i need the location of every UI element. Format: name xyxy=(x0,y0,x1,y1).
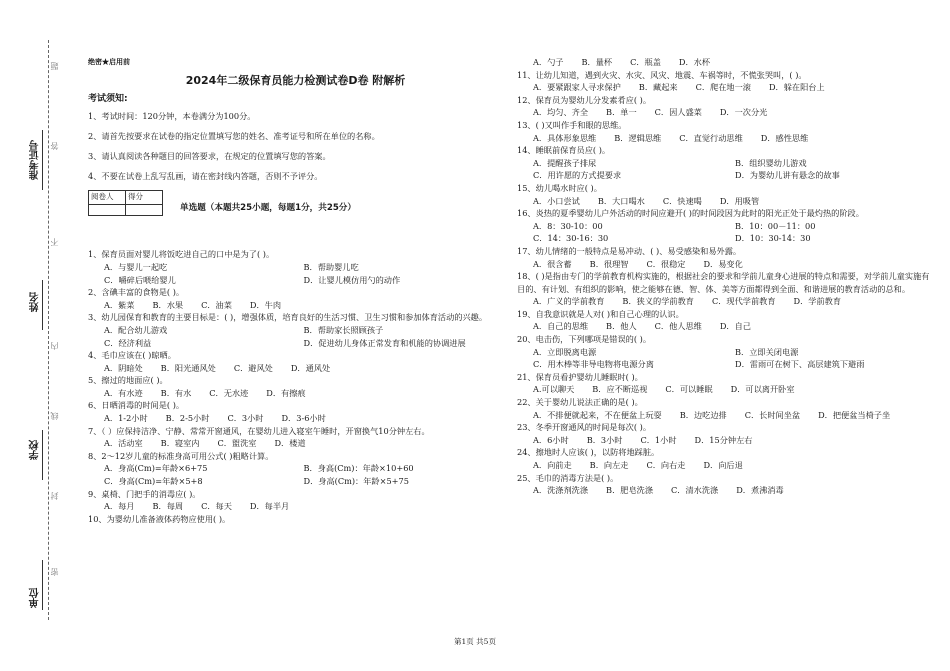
answer-option[interactable]: B．10：00－11：00 xyxy=(735,220,816,231)
answer-option[interactable]: A．紫菜 xyxy=(104,299,135,310)
notice-item: 3、请认真阅读各种题目的回答要求，在规定的位置填写您的答案。 xyxy=(88,150,331,161)
answer-option[interactable]: C．1小时 xyxy=(640,434,677,445)
question-item xyxy=(517,119,937,144)
answer-option[interactable]: B．藏起来 xyxy=(638,82,678,93)
answer-option[interactable]: C．14：30-16：30 xyxy=(533,233,609,244)
answer-option[interactable]: D．可以离开卧室 xyxy=(730,384,795,395)
answer-option[interactable]: A．具体形象思维 xyxy=(533,132,597,143)
question-list xyxy=(517,56,937,497)
answer-option[interactable]: D．易变化 xyxy=(703,258,743,269)
exam-id-field[interactable] xyxy=(42,130,43,190)
answer-option[interactable]: A．自己的思维 xyxy=(533,321,589,332)
binding-margin xyxy=(0,0,62,671)
right-column xyxy=(517,56,937,497)
answer-option[interactable]: A．小口尝试 xyxy=(533,195,580,206)
answer-option[interactable]: B．很理智 xyxy=(589,258,629,269)
seal-text: 答 xyxy=(50,140,59,150)
answer-option[interactable]: A．提醒孩子排尿 xyxy=(533,157,597,168)
exam-id-label: 准考证号 xyxy=(30,140,41,180)
answer-option[interactable]: C．长时间坐盆 xyxy=(744,409,801,420)
school-label: 学校 xyxy=(30,440,41,460)
answer-option[interactable]: B．阳光通风处 xyxy=(160,362,216,373)
question-item xyxy=(88,450,503,488)
answer-option[interactable]: B．2-5小时 xyxy=(165,413,210,424)
question-text: 4、毛巾应该在( )晾晒。 xyxy=(88,350,176,361)
answer-option[interactable]: D．自己 xyxy=(719,321,751,332)
answer-option[interactable]: B．量杯 xyxy=(581,57,613,67)
question-text: 22、关于婴幼儿说法正确的是( )。 xyxy=(517,397,643,408)
answer-option[interactable]: D．煮沸消毒 xyxy=(736,485,784,496)
answer-option[interactable]: D．把便盆当椅子坐 xyxy=(818,409,891,420)
answer-option[interactable]: D．15分钟左右 xyxy=(694,434,753,445)
name-label: 姓名 xyxy=(30,292,41,312)
answer-option[interactable]: D．为婴幼儿讲有悬念的故事 xyxy=(735,170,840,181)
answer-option[interactable]: D．学前教育 xyxy=(793,296,842,307)
answer-option[interactable]: B．水果 xyxy=(152,299,184,310)
answer-option[interactable]: C．嚼碎后喂给婴儿 xyxy=(104,274,176,285)
reviewer-header: 阅卷人 xyxy=(89,191,126,205)
answer-option[interactable]: A．活动室 xyxy=(104,438,143,449)
question-item xyxy=(88,399,503,424)
question-item xyxy=(88,513,503,526)
question-item xyxy=(517,245,937,270)
answer-option[interactable]: C．爬在地一滚 xyxy=(695,82,751,93)
question-item xyxy=(517,207,937,245)
answer-option[interactable]: D．楼道 xyxy=(274,438,306,449)
seal-text: 不 xyxy=(50,236,59,246)
answer-option[interactable]: B．大口喝水 xyxy=(597,195,645,206)
question-item xyxy=(88,349,503,374)
question-text: 15、幼儿喝水时应( )。 xyxy=(517,182,602,193)
answer-option[interactable]: A．很含蓄 xyxy=(533,258,572,269)
answer-option[interactable]: A．均匀、齐全 xyxy=(533,107,589,118)
page-footer: 第1页 共5页 xyxy=(454,637,496,646)
question-text: 8、2～12岁儿童的标准身高可用公式( )粗略计算。 xyxy=(88,450,274,461)
answer-option[interactable]: B．帮助家长照顾孩子 xyxy=(303,324,384,335)
question-text: 3、幼儿园保育和教育的主要目标是：( )，增强体质，培育良好的生活习惯、卫生习惯和参加体育活动的兴趣。 xyxy=(88,312,488,323)
question-item xyxy=(517,371,937,396)
question-text: 25、毛巾的消毒方法是( )。 xyxy=(517,472,619,483)
answer-option[interactable]: A．配合幼儿游戏 xyxy=(104,324,168,335)
answer-option[interactable]: B．边吃边排 xyxy=(679,409,727,420)
section-title: 单选题（本题共25小题，每题1分，共25分） xyxy=(180,202,356,213)
answer-option[interactable]: C．避风处 xyxy=(233,362,273,373)
answer-option[interactable]: D．雷雨可在树下、高层建筑下避雨 xyxy=(735,359,865,370)
question-item xyxy=(517,472,937,497)
seal-text: 线 xyxy=(50,410,59,420)
answer-option[interactable]: C．向右走 xyxy=(646,460,686,470)
answer-option[interactable]: D．让婴儿模仿用勺的动作 xyxy=(303,274,401,285)
answer-option[interactable]: A．8：30-10：00 xyxy=(533,220,603,231)
answer-option[interactable]: C．可以睡眠 xyxy=(665,384,713,395)
question-text: 14、睡眠前保育员应( )。 xyxy=(517,145,611,156)
answer-option[interactable]: C．经济利益 xyxy=(104,337,152,348)
question-item xyxy=(517,446,937,471)
answer-option[interactable]: D．牛肉 xyxy=(249,299,282,310)
answer-option[interactable]: A．广义的学前教育 xyxy=(533,296,605,307)
answer-option[interactable]: C．直觉行动思维 xyxy=(679,132,743,143)
answer-option[interactable]: D．每半月 xyxy=(249,501,290,512)
question-item xyxy=(517,333,937,371)
answer-option[interactable]: B．3小时 xyxy=(586,434,623,445)
answer-option[interactable]: C．快速喝 xyxy=(662,195,702,206)
answer-option[interactable]: A．6小时 xyxy=(533,434,569,445)
secret-mark: 绝密★启用前 xyxy=(88,57,130,66)
answer-option[interactable]: C．盥洗室 xyxy=(217,438,257,449)
question-text: 13、( )又叫作手和眼的思维。 xyxy=(517,119,627,130)
answer-option[interactable]: D．通风处 xyxy=(290,362,331,373)
notice-heading: 考试须知: xyxy=(88,94,128,105)
answer-option[interactable]: D．身高(Cm)：年龄×5+75 xyxy=(303,476,409,487)
answer-option[interactable]: C．瓶盖 xyxy=(630,57,661,67)
question-text: 11、让幼儿知道，遇到火灾、水灾、风灾、地震、车祸等时，不慌张哭叫，( )。 xyxy=(517,69,807,80)
answer-option[interactable]: B．向左走 xyxy=(589,460,629,470)
answer-option[interactable]: C．无水迹 xyxy=(209,387,249,398)
question-text: 21、保育员看护婴幼儿睡眠时( )。 xyxy=(517,371,643,382)
page-title: 2024年二级保育员能力检测试卷D卷 附解析 xyxy=(185,73,406,87)
seal-text: 题 xyxy=(50,60,59,70)
answer-option[interactable]: B．立即关闭电源 xyxy=(735,346,799,357)
answer-option[interactable]: D．水杯 xyxy=(678,57,711,67)
answer-option[interactable]: B．狭义的学前教育 xyxy=(622,296,694,307)
question-text: 23、冬季开窗通风的时间是每次( )。 xyxy=(517,422,652,433)
answer-option[interactable]: D．有擦痕 xyxy=(266,387,306,398)
answer-option[interactable]: B．寝室内 xyxy=(160,438,200,449)
question-text: 20、电击伤，下列哪项是错误的( )。 xyxy=(517,334,652,345)
answer-option[interactable]: C．现代学前教育 xyxy=(711,296,776,307)
question-item xyxy=(88,248,503,286)
question-text: 9、桌椅、门把手的消毒应( )。 xyxy=(88,488,201,499)
question-text: 6、日晒消毒的时间是( )。 xyxy=(88,400,185,411)
answer-option[interactable]: C．油菜 xyxy=(201,299,232,310)
answer-option[interactable]: D．促进幼儿身体正常发育和机能的协调进展 xyxy=(303,337,466,348)
answer-option[interactable]: C．身高(Cm)=年龄×5+8 xyxy=(104,476,203,487)
question-text: 1、保育员面对婴儿将饭吃进自己的口中是为了( )。 xyxy=(88,249,275,260)
answer-option[interactable]: B．有水 xyxy=(160,387,192,398)
question-item xyxy=(88,286,503,311)
school-field[interactable] xyxy=(42,430,43,480)
question-item xyxy=(517,94,937,119)
answer-option[interactable]: D．10：30-14：30 xyxy=(735,233,811,244)
answer-option[interactable]: A.可以聊天 xyxy=(533,384,575,395)
question-item xyxy=(517,308,937,333)
answer-option[interactable]: B．肥皂洗涤 xyxy=(606,485,654,496)
seal-text: 封 xyxy=(50,490,59,500)
answer-option[interactable]: C．3小时 xyxy=(227,413,264,424)
unit-label: 单位 xyxy=(30,588,41,608)
question-text: 2、含碘丰富的食物是( )。 xyxy=(88,287,185,298)
answer-option[interactable]: C．很稳定 xyxy=(646,258,686,269)
question-item xyxy=(517,56,937,69)
question-item xyxy=(88,311,503,349)
score-table xyxy=(88,190,163,216)
answer-option[interactable]: B．逻辑思维 xyxy=(614,132,662,143)
notice-item: 2、请首先按要求在试卷的指定位置填写您的姓名、准考证号和所在单位的名称。 xyxy=(88,130,380,141)
exam-page xyxy=(80,0,940,671)
answer-option[interactable]: D．一次分光 xyxy=(719,107,768,118)
answer-option[interactable]: A．向前走 xyxy=(533,460,572,470)
answer-option[interactable]: A．不排便就起来，不在便盆上玩耍 xyxy=(533,409,662,420)
question-item xyxy=(517,69,937,94)
answer-option[interactable]: B．单一 xyxy=(606,107,637,118)
question-list xyxy=(88,248,503,525)
question-text: 17、幼儿情绪的一般特点是易冲动、( )、易受感染和易外露。 xyxy=(517,245,742,256)
question-item xyxy=(88,488,503,513)
answer-option[interactable]: A．身高(Cm)=年龄×6+75 xyxy=(104,463,208,474)
answer-option[interactable]: C．清水洗涤 xyxy=(671,485,719,496)
question-text: 19、自我意识就是人对( )和自己心理的认识。 xyxy=(517,308,684,319)
answer-option[interactable]: C．因人盛菜 xyxy=(654,107,702,118)
question-text: 5、擦过的地面应( )。 xyxy=(88,375,168,386)
question-text: 12、保育员为婴幼儿分发素肴应( )。 xyxy=(517,94,652,105)
answer-option[interactable]: B．身高(Cm)：年龄×10+60 xyxy=(303,463,414,474)
answer-option[interactable]: A．每月 xyxy=(104,501,135,512)
question-item xyxy=(517,421,937,446)
question-item xyxy=(517,270,937,308)
answer-option[interactable]: D．用吸管 xyxy=(719,195,760,206)
score-header: 得分 xyxy=(126,191,163,205)
question-item xyxy=(88,425,503,450)
answer-option[interactable]: A．洗涤剂洗涤 xyxy=(533,485,589,496)
answer-option[interactable]: B．应不断巡视 xyxy=(592,384,648,395)
answer-option[interactable]: C．用许愿的方式提要求 xyxy=(533,170,622,181)
answer-option[interactable]: D．3-6小时 xyxy=(281,413,326,424)
question-text: 10、为婴幼儿准备液体药物应使用( )。 xyxy=(88,513,231,524)
answer-option[interactable]: B．他人 xyxy=(606,321,637,332)
notice-item: 4、不要在试卷上乱写乱画，请在密封线内答题，否则不予评分。 xyxy=(88,171,323,182)
answer-option[interactable]: B．帮助婴儿吃 xyxy=(303,261,359,272)
question-text: 16、炎热的夏季婴幼儿户外活动的时间应避开( )的时间段因为此时的阳光正处于最灼热的阶段。 xyxy=(517,208,864,219)
question-item xyxy=(517,396,937,421)
seal-text: 内 xyxy=(50,340,59,350)
answer-option[interactable]: A．勺子 xyxy=(533,57,564,67)
answer-option[interactable]: A．与婴儿一起吃 xyxy=(104,261,168,272)
answer-option[interactable]: A．1-2小时 xyxy=(104,413,148,424)
answer-option[interactable]: D．感性思维 xyxy=(760,132,809,143)
question-text: 18、( )是指由专门的学前教育机构实施的，根据社会的要求和学前儿童身心进展的特点和需要，对学前儿童实施有目的、有计划、有组织的影响，使之能够在德、智、体、美等方面都得到全面、和谐进展的教育活动的总和。 xyxy=(517,271,930,294)
answer-option[interactable]: B．组织婴幼儿游戏 xyxy=(735,157,807,168)
answer-option[interactable]: D．躲在阳台上 xyxy=(768,82,825,93)
question-text: 7、（ ）应保持洁净、宁静、常常开窗通风，在婴幼儿进入寝室午睡时，开窗换气10分钟左右。 xyxy=(88,425,430,436)
answer-option[interactable]: B．每周 xyxy=(152,501,184,512)
answer-option[interactable]: C．用木棒等非导电物将电源分离 xyxy=(533,359,654,370)
question-item xyxy=(517,182,937,207)
unit-field[interactable] xyxy=(42,560,43,610)
answer-option[interactable]: A．阴暗处 xyxy=(104,362,143,373)
question-item xyxy=(88,374,503,399)
question-item xyxy=(517,144,937,182)
seal-line xyxy=(48,40,49,620)
answer-option[interactable]: A．有水迹 xyxy=(104,387,143,398)
answer-option[interactable]: A．要紧跟家人寻求保护 xyxy=(533,82,621,93)
seal-text: 密 xyxy=(50,566,59,576)
name-field[interactable] xyxy=(42,280,43,330)
answer-option[interactable]: D．向后退 xyxy=(703,460,743,470)
answer-option[interactable]: C．他人思维 xyxy=(654,321,702,332)
answer-option[interactable]: A．立即脱离电源 xyxy=(533,346,597,357)
notice-item: 1、考试时间：120分钟，本卷满分为100分。 xyxy=(88,110,256,121)
answer-option[interactable]: C．每天 xyxy=(201,501,232,512)
question-text: 24、擦地时人应该( )，以防将地踩脏。 xyxy=(517,447,660,458)
left-column xyxy=(88,56,503,525)
